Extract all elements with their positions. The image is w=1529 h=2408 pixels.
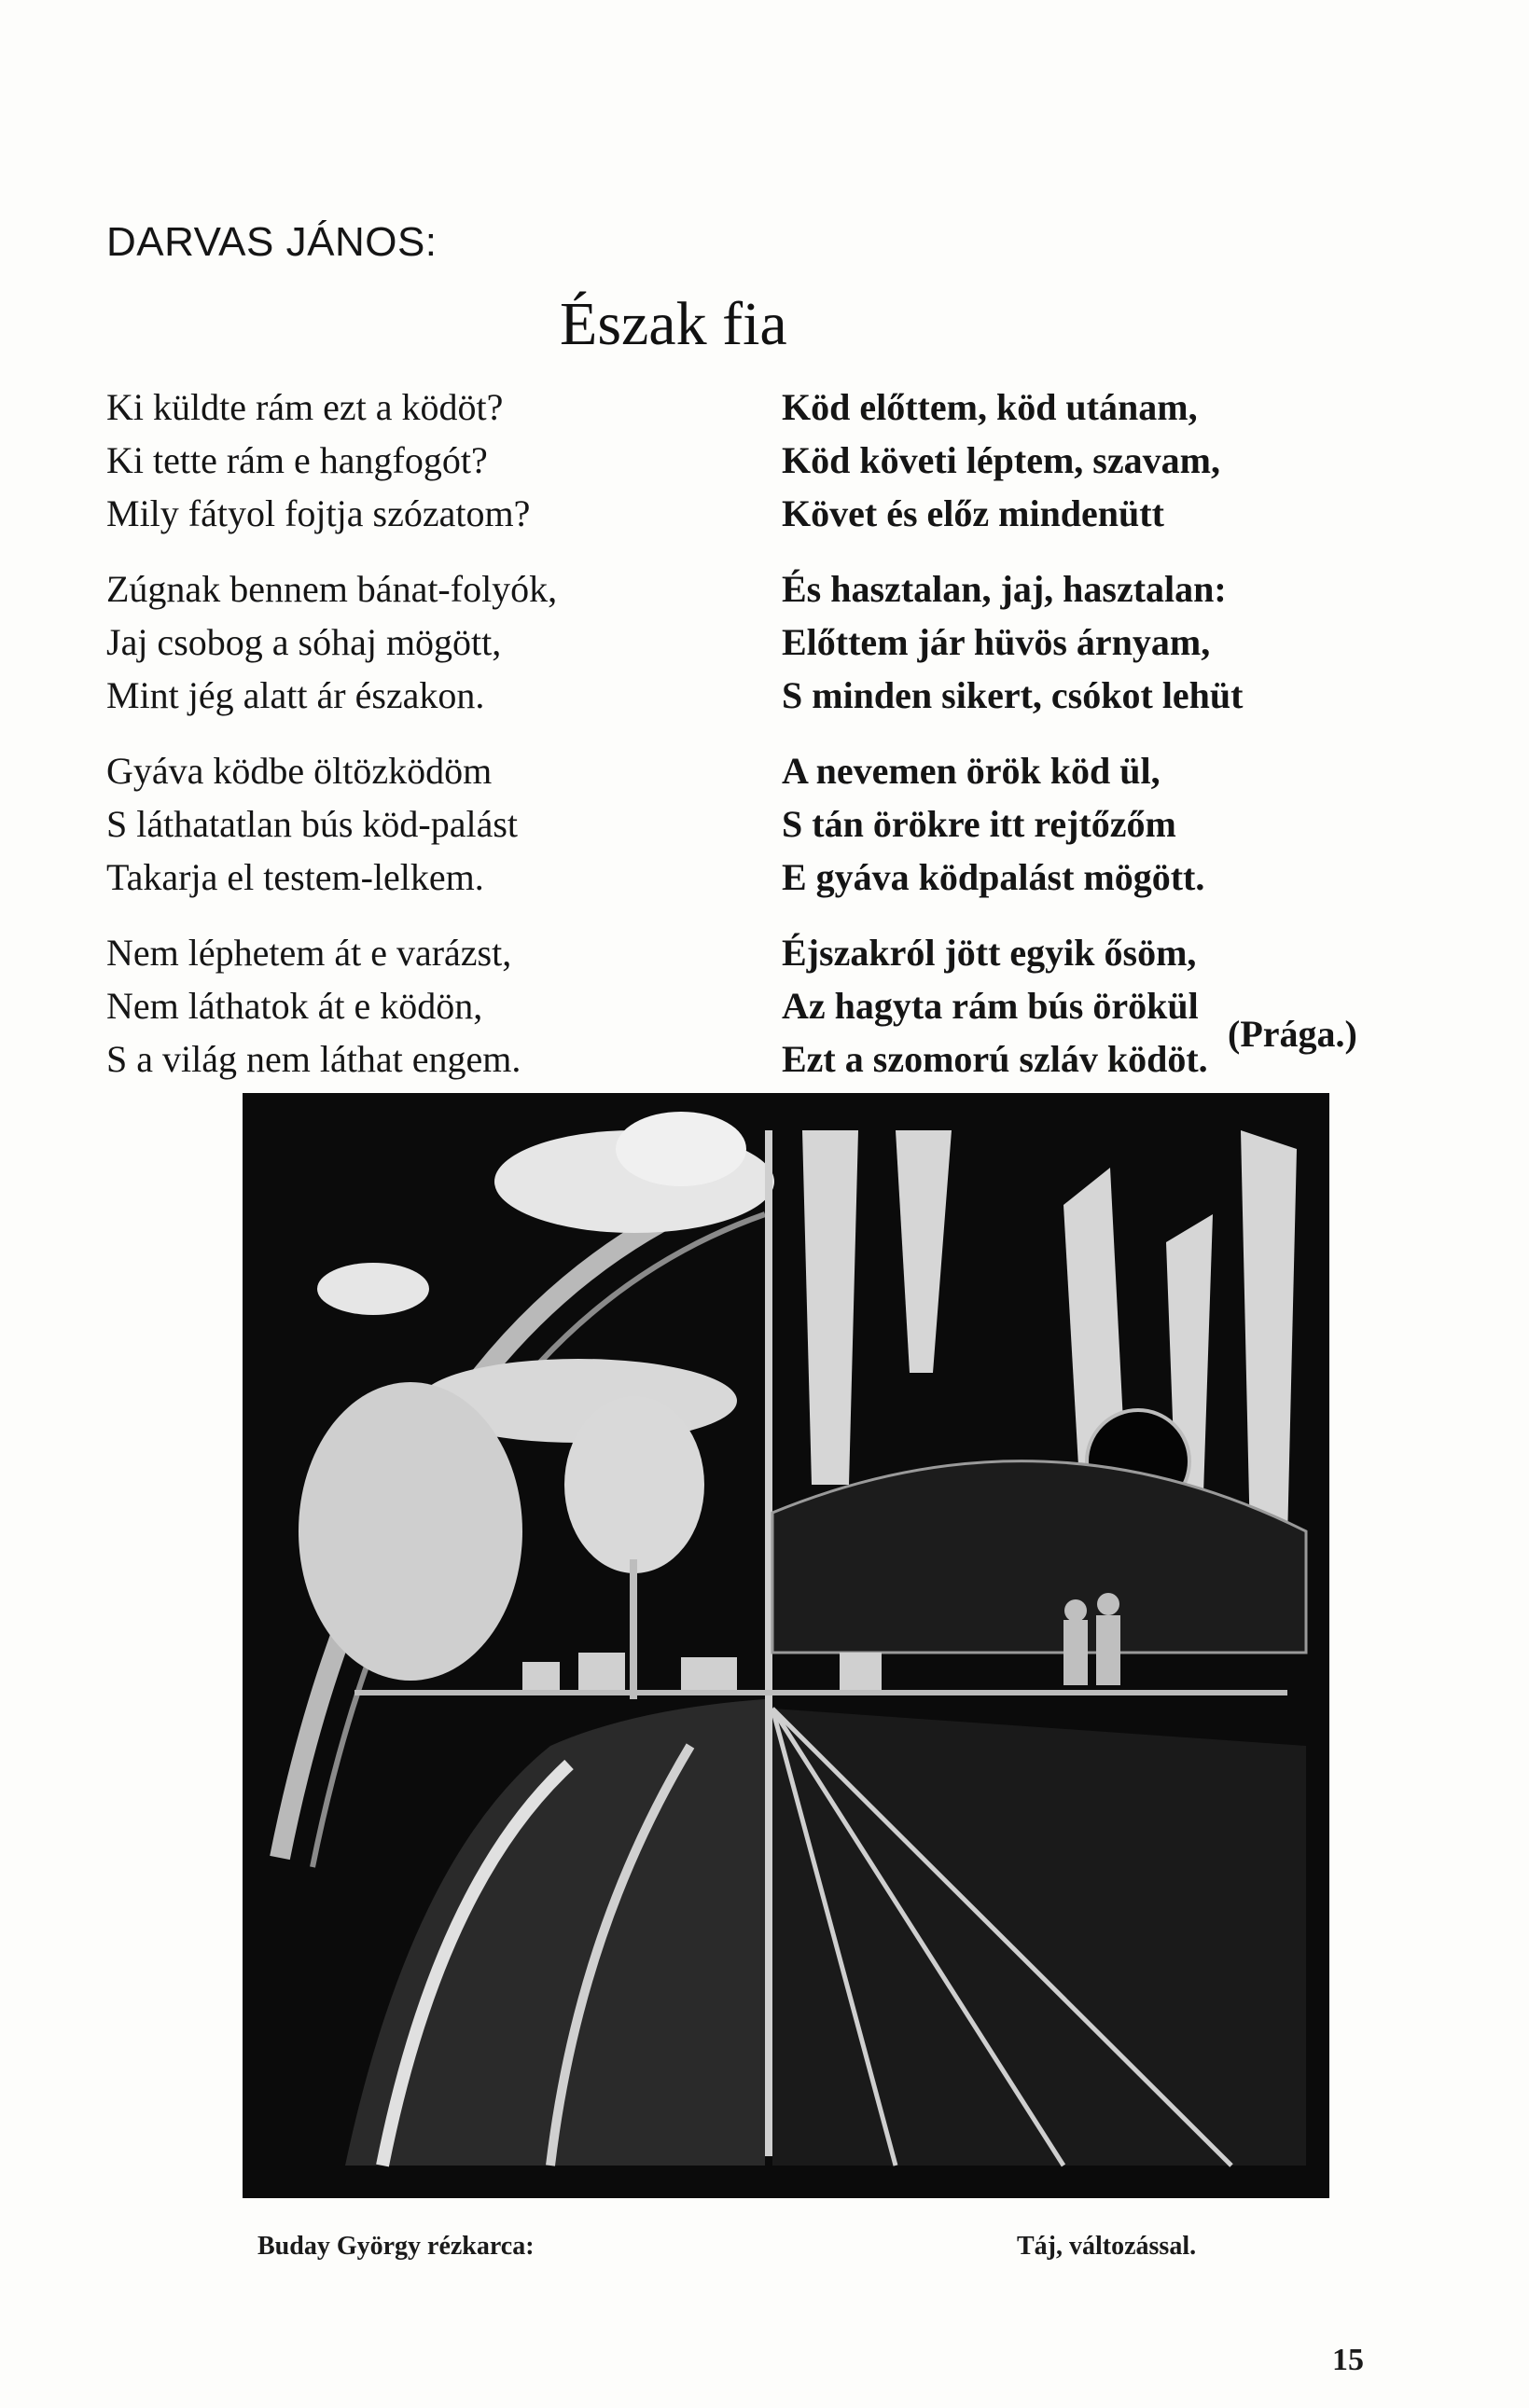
poem-line: E gyáva ködpalást mögött. [782,856,1205,898]
poem-line: S minden sikert, csókot lehüt [782,674,1244,716]
caption-title: Táj, változással. [1017,2232,1197,2261]
stanza [782,926,1379,1086]
stanza [106,926,703,1086]
poem-line: Zúgnak bennem bánat-folyók, [106,568,558,610]
poem-line: Jaj csobog a sóhaj mögött, [106,621,502,663]
stanza [782,562,1379,722]
poem-line: Ezt a szomorú szláv ködöt. [782,1038,1208,1080]
poem-line: A nevemen örök köd ül, [782,750,1161,792]
stanza [106,744,703,904]
poem-line: Nem láthatok át e ködön, [106,985,483,1027]
engraving-artwork [243,1093,1329,2198]
poem-line: Előttem jár hüvös árnyam, [782,621,1211,663]
page-number: 15 [1332,2343,1364,2377]
poem-line: És hasztalan, jaj, hasztalan: [782,568,1227,610]
place-note: (Prága.) [1228,1013,1357,1055]
poem-line: Gyáva ködbe öltözködöm [106,750,493,792]
poem-line: S tán örökre itt rejtőzőm [782,803,1176,845]
poem-line: Ki küldte rám ezt a ködöt? [106,386,504,428]
poem-line: Követ és előz mindenütt [782,492,1164,534]
poem-right-column [782,381,1379,1108]
poem-line: Köd követi léptem, szavam, [782,439,1220,481]
poem-line: S láthatatlan bús köd-palást [106,803,519,845]
stanza [782,381,1379,540]
author-name: DARVAS JÁNOS: [106,219,438,265]
poem-line: Az hagyta rám bús örökül [782,985,1199,1027]
stanza [782,744,1379,904]
stanza [106,381,703,540]
poem-line: Éjszakról jött egyik ősöm, [782,932,1197,974]
poem-line: Ki tette rám e hangfogót? [106,439,488,481]
caption-artist: Buday György rézkarca: [257,2232,535,2261]
poem-line: Mily fátyol fojtja szózatom? [106,492,531,534]
poem-line: S a világ nem láthat engem. [106,1038,521,1080]
poem-line: Nem léphetem át e varázst, [106,932,512,974]
poem-line: Takarja el testem-lelkem. [106,856,484,898]
poem-line: Köd előttem, köd utánam, [782,386,1198,428]
poem-left-column [106,381,703,1108]
poem-line: Mint jég alatt ár északon. [106,674,485,716]
stanza [106,562,703,722]
landscape-engraving [243,1093,1329,2198]
poem-title: Észak fia [560,290,787,358]
